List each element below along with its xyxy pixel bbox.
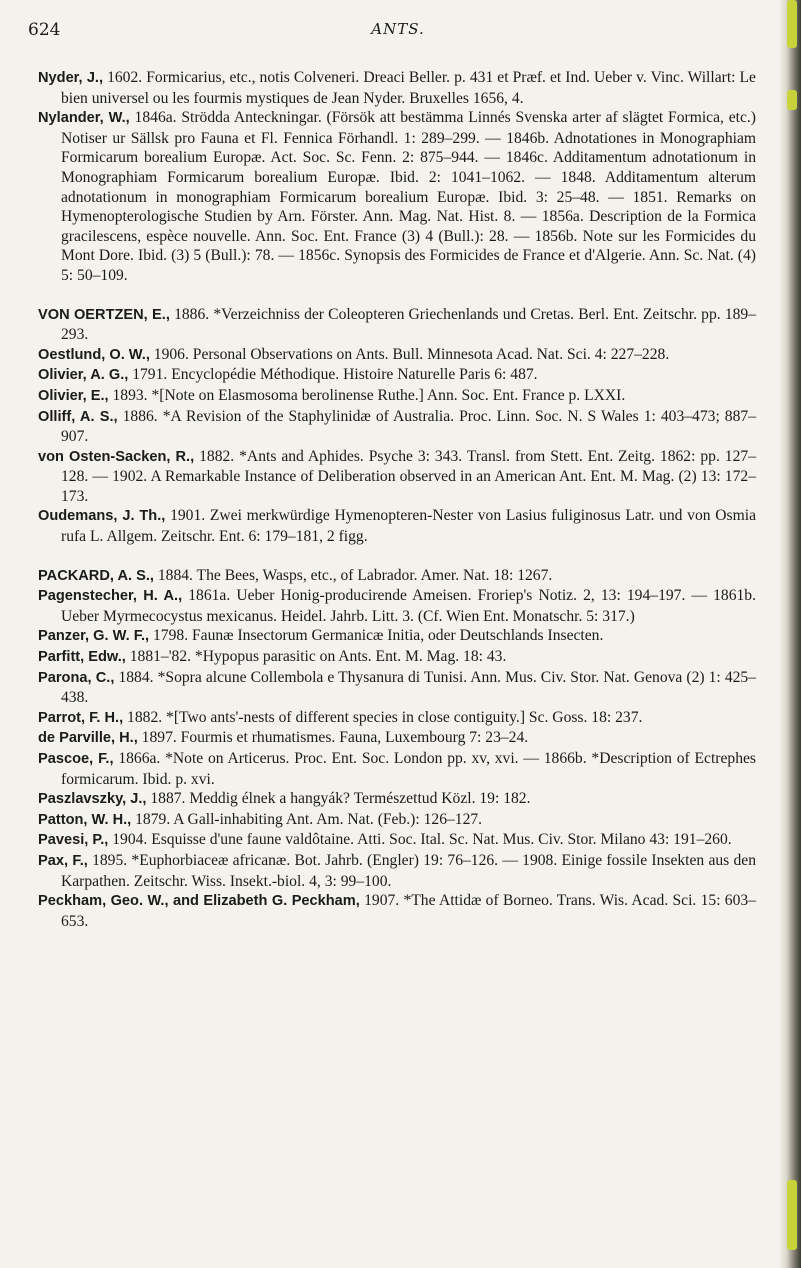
bibliography-entry bbox=[38, 447, 756, 507]
entry-citation: 1884. The Bees, Wasps, etc., of Labrador. Amer. Nat. 18: 1267. bbox=[153, 566, 553, 584]
entry-citation: 1879. A Gall-inhabiting Ant. Am. Nat. (Feb.): 126–127. bbox=[131, 810, 483, 828]
entry-citation: 1893. *[Note on Elasmosoma berolinense Ruthe.] Ann. Soc. Ent. France p. LXXI. bbox=[108, 386, 626, 404]
entry-author: VON OERTZEN, E., bbox=[38, 306, 170, 323]
bibliography-entry bbox=[38, 566, 756, 587]
bibliography-entry bbox=[38, 749, 756, 789]
entry-author: Oestlund, O. W., bbox=[38, 346, 150, 363]
entry-author: Paszlavszky, J., bbox=[38, 791, 147, 808]
bibliography-entry bbox=[38, 586, 756, 626]
entry-author: Pavesi, P., bbox=[38, 832, 109, 849]
entry-citation: 1791. Encyclopédie Méthodique. Histoire Naturelle Paris 6: 487. bbox=[128, 366, 538, 384]
binding-mark bbox=[787, 1180, 797, 1250]
entry-author: Pagenstecher, H. A., bbox=[38, 588, 183, 605]
binding-mark bbox=[787, 90, 797, 110]
bibliography-entry bbox=[38, 506, 756, 546]
entry-citation: 1798. Faunæ Insectorum Germanicæ Initia, oder Deutschlands Insecten. bbox=[149, 627, 604, 645]
entry-citation: 1886. *A Revision of the Staphylinidæ of Australia. Proc. Linn. Soc. N. S Wales 1: 403–473; 887–907. bbox=[61, 407, 756, 446]
entry-citation: 1901. Zwei merkwürdige Hymenopteren-Nester von Lasius fuliginosus Latr. und von Osmia rufa L. Allgem. Zeitschr. Ent. 6: 179–181, 2 figg. bbox=[61, 507, 756, 546]
page-number: 624 bbox=[28, 20, 61, 40]
bibliography-entry bbox=[38, 810, 756, 831]
entry-author: Nylander, W., bbox=[38, 110, 130, 127]
entry-author: PACKARD, A. S., bbox=[38, 567, 154, 584]
entry-author: Olivier, E., bbox=[38, 387, 109, 404]
page-edge-shadow bbox=[779, 0, 801, 1268]
entry-citation: 1861a. Ueber Honig-producirende Ameisen. Froriep's Notiz. 2, 13: 194–197. — 1861b. Ueber Myrmecocystus mexicanus. Heidel. Jahrb. Litt. 3. (Cf. Wien Ent. Monatschr. 5: 317.) bbox=[61, 587, 756, 625]
entry-citation: 1895. *Euphorbiaceæ africanæ. Bot. Jahrb. (Engler) 19: 76–126. — 1908. Einige fossile Insekten aus den Karpathen. Zeitschr. Wiss. Insekt.-biol. 4, 3: 99–100. bbox=[61, 851, 756, 890]
bibliography-entry bbox=[38, 728, 756, 749]
bibliography-entry bbox=[38, 647, 756, 668]
entry-citation: 1602. Formicarius, etc., notis Colveneri. Dreaci Beller. p. 431 et Præf. et Ind. Ueber v. Vinc. Willart: Le bien universel ou les fourmis mystiques de Jean Nyder. Bruxelles 1656, 4. bbox=[61, 69, 756, 107]
bibliography-entry bbox=[38, 386, 756, 407]
bibliography-entry bbox=[38, 668, 756, 708]
entry-author: Olliff, A. S., bbox=[38, 408, 118, 425]
entry-citation: 1881–'82. *Hypopus parasitic on Ants. Ent. M. Mag. 18: 43. bbox=[125, 648, 507, 666]
bibliography-entry bbox=[38, 305, 756, 345]
bibliography-entry bbox=[38, 789, 756, 810]
entry-author: Parona, C., bbox=[38, 669, 115, 686]
page-header bbox=[28, 20, 768, 48]
binding-mark bbox=[787, 0, 797, 48]
entry-citation: 1904. Esquisse d'une faune valdôtaine. Atti. Soc. Ital. Sc. Nat. Mus. Civ. Stor. Milano 43: 191–260. bbox=[108, 831, 732, 849]
entry-author: Panzer, G. W. F., bbox=[38, 628, 150, 645]
bibliography-entry bbox=[38, 708, 756, 729]
bibliography-entry bbox=[38, 851, 756, 891]
entry-author: de Parville, H., bbox=[38, 730, 138, 747]
running-head: ANTS. bbox=[371, 20, 425, 38]
entry-author: Nyder, J., bbox=[38, 70, 104, 86]
entry-author: von Osten-Sacken, R., bbox=[38, 448, 195, 465]
bibliography-entry bbox=[38, 830, 756, 851]
bibliography-entry bbox=[38, 407, 756, 447]
entry-citation: 1907. *The Attidæ of Borneo. Trans. Wis. Acad. Sci. 15: 603–653. bbox=[61, 892, 756, 930]
entry-author: Parrot, F. H., bbox=[38, 709, 124, 726]
bibliography-entry bbox=[38, 365, 756, 386]
entry-citation: 1882. *[Two ants'-nests of different species in close contiguity.] Sc. Goss. 18: 237. bbox=[123, 708, 643, 726]
bibliography-entry bbox=[38, 108, 756, 285]
bibliography-list bbox=[38, 68, 756, 931]
entry-citation: 1846a. Strödda Anteckningar. (Försök att bestämma Linnés Svenska arter af slägtet Formica, etc.) Notiser ur Sällsk pro Fauna et Fl. Fennica Förhandl. 1: 289–299. — 1846b. Adnotationes in Monographiam Formicarum borealium Europæ. Act. Soc. Sc. Fenn. 2: 875–944. — 1846c. Additamentum adnotationum in Monographiam Formicarum borealium Europæ. Ibid. 2: 1041–1062. — 1848. Additamentum alterum adnotationum in monographiam Formicarum borealium Europæ. Ibid. 3: 25–48. — 1851. Remarks on Hymenopterologische Studien by Arn. Förster. Ann. Mag. Nat. Hist. 8. — 1856a. Description de la Formica gracilescens, espèce nouvelle. Ann. Soc. Ent. France (3) 4 (Bull.): 28. — 1856b. Note sur les Formicides du Mont Dore. Ibid. (3) 5 (Bull.): 78. — 1856c. Synopsis des Formicides de France et d'Algerie. Ann. Sc. Nat. (4) 5: 50–109. bbox=[61, 109, 756, 284]
entry-citation: 1882. *Ants and Aphides. Psyche 3: 343. Transl. from Stett. Ent. Zeitg. 1862: pp. 127–128. — 1902. A Remarkable Instance of Deliberation observed in an American Ant. Ent. M. Mag. (2) 13: 172–173. bbox=[61, 447, 756, 505]
entry-author: Olivier, A. G., bbox=[38, 367, 129, 384]
entry-author: Patton, W. H., bbox=[38, 811, 132, 828]
entry-citation: 1866a. *Note on Articerus. Proc. Ent. Soc. London pp. xv, xvi. — 1866b. *Description of Ectrephes formicarum. Ibid. p. xvi. bbox=[61, 750, 757, 788]
entry-citation: 1886. *Verzeichniss der Coleopteren Griechenlands und Cretas. Berl. Ent. Zeitschr. pp. 189–293. bbox=[61, 305, 757, 344]
entry-author: Pascoe, F., bbox=[38, 751, 114, 767]
entry-citation: 1887. Meddig élnek a hangyák? Természettud Közl. 19: 182. bbox=[146, 790, 531, 808]
entry-author: Oudemans, J. Th., bbox=[38, 508, 166, 525]
entry-citation: 1897. Fourmis et rhumatismes. Fauna, Luxembourg 7: 23–24. bbox=[137, 729, 529, 747]
entry-author: Peckham, Geo. W., and Elizabeth G. Peckham, bbox=[38, 893, 360, 910]
bibliography-entry bbox=[38, 891, 756, 931]
entry-author: Parfitt, Edw., bbox=[38, 649, 126, 666]
entry-citation: 1884. *Sopra alcune Collembola e Thysanura di Tunisi. Ann. Mus. Civ. Stor. Nat. Genova (2) 1: 425–438. bbox=[61, 668, 757, 707]
bibliography-entry bbox=[38, 68, 756, 108]
entry-citation: 1906. Personal Observations on Ants. Bull. Minnesota Acad. Nat. Sci. 4: 227–228. bbox=[149, 345, 670, 363]
bibliography-entry bbox=[38, 345, 756, 366]
entry-author: Pax, F., bbox=[38, 852, 88, 869]
bibliography-entry bbox=[38, 626, 756, 647]
